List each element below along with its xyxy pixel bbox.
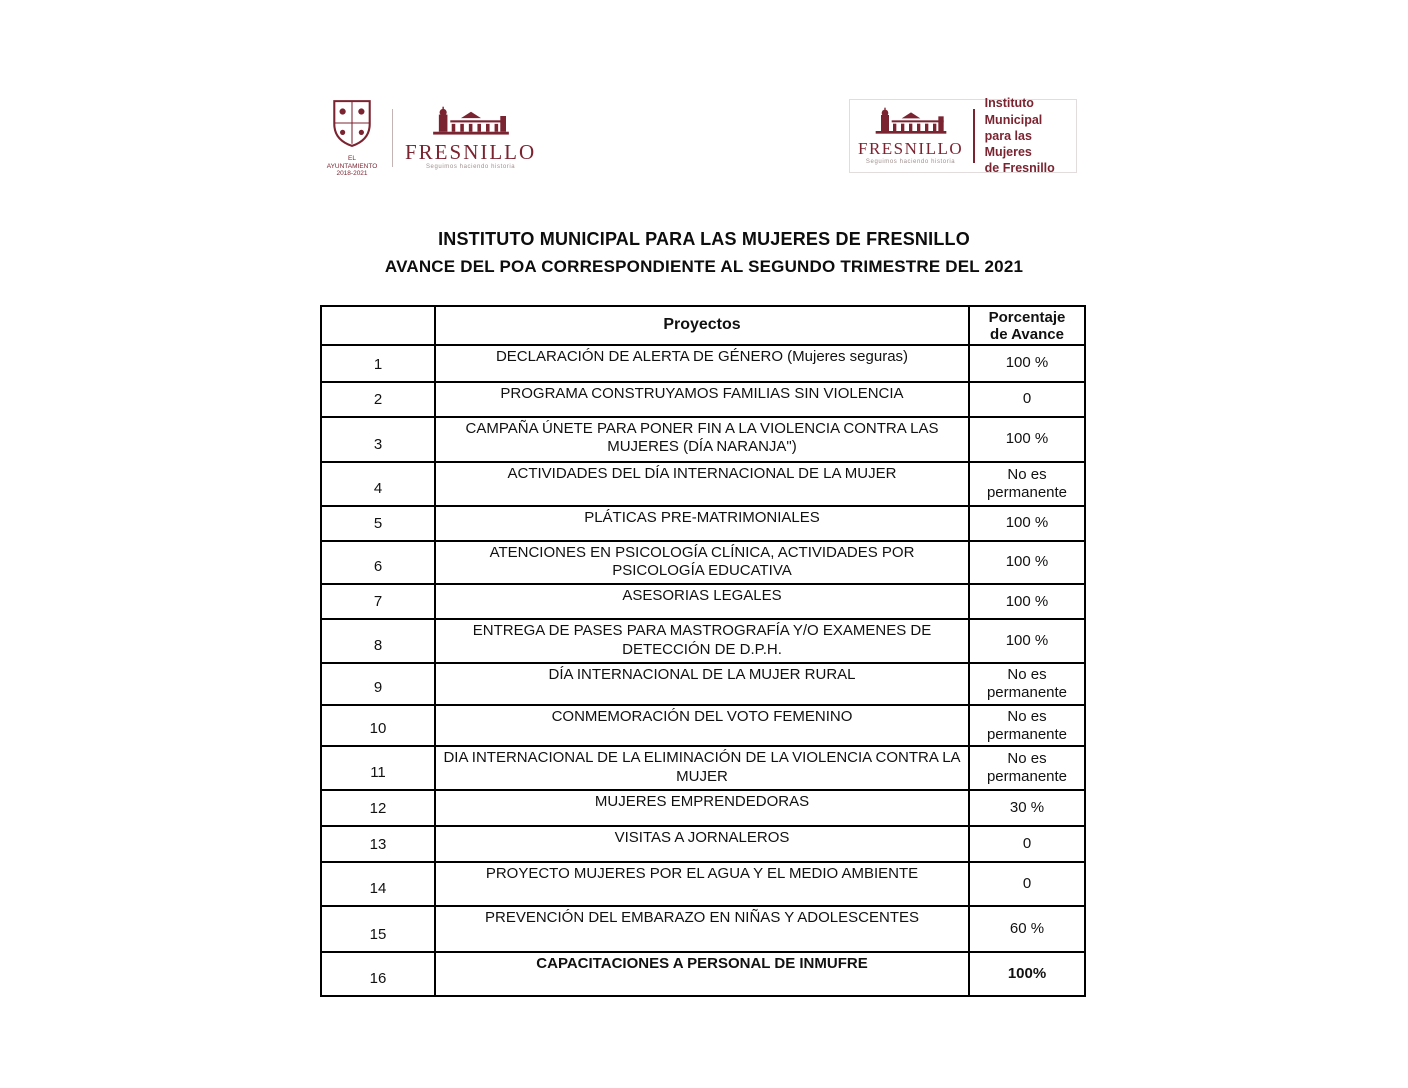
header-cell-proyectos: Proyectos	[436, 307, 970, 344]
row-number: 12	[322, 791, 436, 825]
fresnillo-building-icon	[431, 106, 511, 141]
row-number: 4	[322, 463, 436, 505]
table-row	[322, 827, 1084, 863]
row-avance: 30 %	[1009, 798, 1045, 816]
row-number: 7	[322, 585, 436, 618]
crest-caption-line1: EL AYUNTAMIENTO	[326, 154, 378, 170]
row-project: ACTIVIDADES DEL DÍA INTERNACIONAL DE LA MUJER	[436, 463, 970, 505]
table-row	[322, 664, 1084, 706]
row-avance: 100 %	[1005, 514, 1049, 531]
row-avance: 100%	[1007, 964, 1047, 982]
fresnillo-brand-block-right	[858, 107, 963, 165]
ayuntamiento-logo	[324, 98, 536, 178]
row-project: ASESORIAS LEGALES	[436, 585, 970, 618]
table-row	[322, 747, 1084, 791]
row-avance: 100 %	[1005, 354, 1049, 371]
row-number: 14	[322, 863, 436, 905]
table-row	[322, 542, 1084, 586]
crest-block	[324, 98, 380, 178]
fresnillo-brand-block	[405, 106, 536, 170]
org-line3: de Fresnillo	[984, 161, 1055, 176]
row-project: DIA INTERNACIONAL DE LA ELIMINACIÓN DE LA VIOLENCIA CONTRA LA MUJER	[436, 747, 970, 789]
org-line1: Instituto Municipal	[984, 96, 1043, 127]
header-avance-line1: Porcentaje	[988, 309, 1066, 326]
row-number: 6	[322, 542, 436, 584]
row-project: PROYECTO MUJERES POR EL AGUA Y EL MEDIO AMBIENTE	[436, 863, 970, 905]
table-row	[322, 706, 1084, 747]
row-number: 2	[322, 383, 436, 416]
row-project: ATENCIONES EN PSICOLOGÍA CLÍNICA, ACTIVIDADES POR PSICOLOGÍA EDUCATIVA	[436, 542, 970, 584]
row-avance: 100 %	[1005, 592, 1049, 610]
row-avance: 60 %	[1009, 919, 1045, 937]
row-avance: 0	[1022, 834, 1032, 852]
row-project: PROGRAMA CONSTRUYAMOS FAMILIAS SIN VIOLENCIA	[436, 383, 970, 416]
row-number: 9	[322, 664, 436, 704]
table-row	[322, 418, 1084, 463]
fresnillo-tagline: Seguimos haciendo historia	[865, 158, 956, 165]
table-row	[322, 507, 1084, 542]
row-project: VISITAS A JORNALEROS	[436, 827, 970, 861]
row-avance: 0	[1022, 874, 1032, 892]
row-number: 5	[322, 507, 436, 540]
table-header-row	[322, 307, 1084, 346]
row-project: PREVENCIÓN DEL EMBARAZO EN NIÑAS Y ADOLESCENTES	[436, 907, 970, 951]
table-row	[322, 953, 1084, 995]
row-project: DECLARACIÓN DE ALERTA DE GÉNERO (Mujeres seguras)	[436, 346, 970, 381]
header-cell-avance	[970, 307, 1084, 344]
table-body	[322, 346, 1084, 995]
row-project: CAMPAÑA ÚNETE PARA PONER FIN A LA VIOLENCIA CONTRA LAS MUJERES (DÍA NARANJA")	[436, 418, 970, 461]
row-project: DÍA INTERNACIONAL DE LA MUJER RURAL	[436, 664, 970, 704]
fresnillo-wordmark: FRESNILLO	[858, 139, 964, 159]
poa-table	[320, 305, 1086, 997]
row-number: 16	[322, 953, 436, 995]
row-number: 3	[322, 418, 436, 461]
header-avance-line2: de Avance	[990, 326, 1064, 344]
row-project: MUJERES EMPRENDEDORAS	[436, 791, 970, 825]
header-cell-number	[322, 307, 436, 344]
row-project: PLÁTICAS PRE-MATRIMONIALES	[436, 507, 970, 540]
ayuntamiento-crest-icon	[331, 98, 373, 153]
table-row	[322, 863, 1084, 907]
row-avance: 100 %	[1005, 430, 1049, 447]
row-number: 8	[322, 620, 436, 662]
row-project: CAPACITACIONES A PERSONAL DE INMUFRE	[436, 953, 970, 995]
table-row	[322, 620, 1084, 664]
row-avance: No es permanente	[986, 465, 1068, 501]
inmufre-org-text	[985, 95, 1068, 176]
row-number: 15	[322, 907, 436, 951]
table-row	[322, 907, 1084, 953]
page-title: INSTITUTO MUNICIPAL PARA LAS MUJERES DE FRESNILLO	[438, 229, 970, 249]
row-project: CONMEMORACIÓN DEL VOTO FEMENINO	[436, 706, 970, 745]
table-row	[322, 791, 1084, 827]
logo-divider	[392, 109, 393, 167]
logo-divider	[973, 109, 975, 163]
crest-caption	[324, 155, 380, 178]
row-avance: 100 %	[1005, 553, 1049, 571]
org-line2: para las Mujeres	[984, 128, 1032, 160]
page-subtitle: AVANCE DEL POA CORRESPONDIENTE AL SEGUNDO TRIMESTRE DEL 2021	[384, 257, 1024, 276]
row-avance: No es permanente	[986, 666, 1068, 701]
crest-caption-line2: 2018-2021	[336, 170, 368, 178]
table-row	[322, 585, 1084, 620]
row-avance: 100 %	[1005, 632, 1049, 649]
inmufre-logo	[849, 96, 1077, 176]
fresnillo-building-icon	[874, 107, 948, 140]
table-row	[322, 463, 1084, 507]
row-avance: No es permanente	[986, 707, 1068, 743]
row-avance: No es permanente	[986, 749, 1068, 785]
row-avance: 0	[1022, 390, 1032, 407]
table-row	[322, 383, 1084, 418]
row-number: 13	[322, 827, 436, 861]
fresnillo-tagline: Seguimos haciendo historia	[425, 164, 516, 171]
table-row	[322, 346, 1084, 383]
row-number: 10	[322, 706, 436, 745]
fresnillo-wordmark: FRESNILLO	[405, 139, 537, 164]
row-project: ENTREGA DE PASES PARA MASTROGRAFÍA Y/O EXAMENES DE DETECCIÓN DE D.P.H.	[436, 620, 970, 662]
row-number: 11	[322, 747, 436, 789]
row-number: 1	[322, 346, 436, 381]
